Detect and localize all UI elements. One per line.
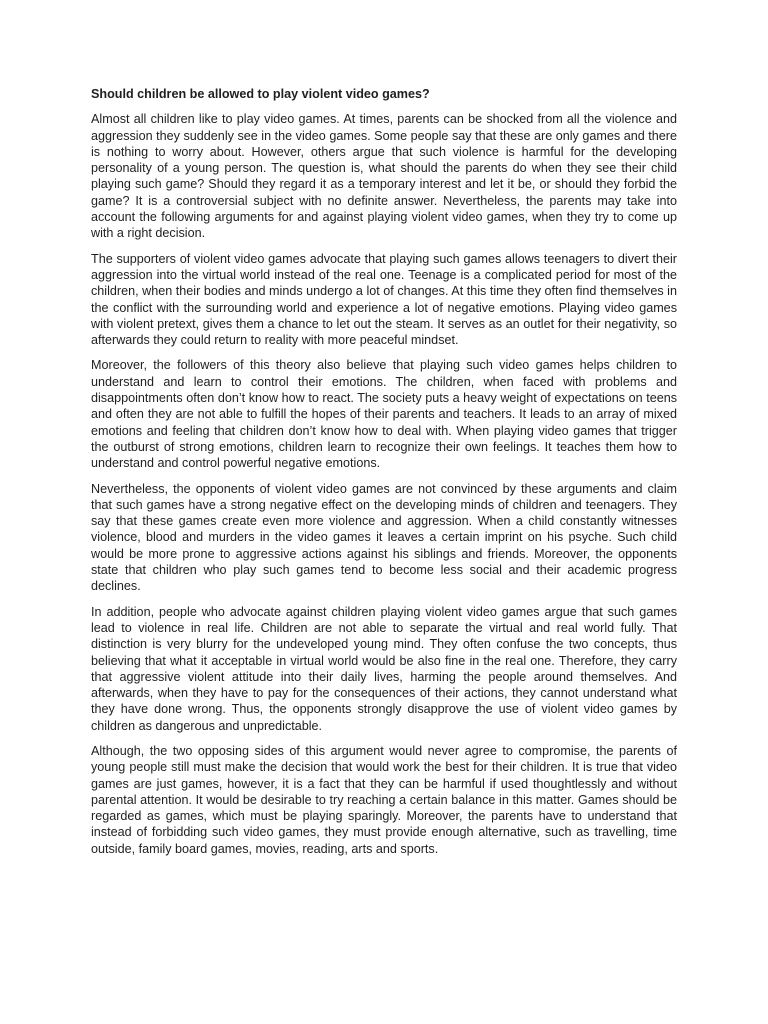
document-page [91, 86, 677, 866]
paragraph-6: Although, the two opposing sides of this argument would never agree to compromise, the parents of young people still must make the decision that would work the best for their children. It is true that video games are just games, however, it is a fact that they can be harmful if used thoughtlessly and without parental attention. It would be desirable to try reaching a certain balance in this matter. Games should be regarded as games, which must be playing sparingly. Moreover, the parents have to understand that instead of forbidding such video games, they must provide enough alternative, such as travelling, time outside, family board games, movies, reading, arts and sports. [91, 743, 677, 856]
paragraph-1: Almost all children like to play video games. At times, parents can be shocked from all the violence and aggression they suddenly see in the video games. Some people say that these are only games and there is nothing to worry about. However, others argue that such violence is harmful for the developing personality of a young person. The question is, what should the parents do when they see their child playing such game? Should they regard it as a temporary interest and let it be, or should they forbid the game? It is a controversial subject with no definite answer. Nevertheless, the parents may take into account the following arguments for and against playing violent video games, when they try to come up with a right decision. [91, 112, 677, 241]
paragraph-3: Moreover, the followers of this theory also believe that playing such video games helps children to understand and learn to control their emotions. The children, when faced with problems and disappointments often don’t know how to react. The society puts a heavy weight of expectations on teens and often they are not able to fulfill the hopes of their parents and teachers. It leads to an array of mixed emotions and feeling that children don’t know how to deal with. When playing video games that trigger the outburst of strong emotions, children learn to recognize their own feelings. It teaches them how to understand and control powerful negative emotions. [91, 358, 677, 471]
paragraph-5: In addition, people who advocate against children playing violent video games argue that such games lead to violence in real life. Children are not able to separate the virtual and real world fully. That distinction is very blurry for the undeveloped young mind. They often confuse the two concepts, thus believing that what it acceptable in virtual world would be also fine in the real one. Therefore, they carry that aggressive violent attitude into their daily lives, harming the people around themselves. And afterwards, when they have to pay for the consequences of their actions, they cannot understand what they have done wrong. Thus, the opponents strongly disapprove the use of violent video games by children as dangerous and unpredictable. [91, 604, 677, 733]
paragraph-2: The supporters of violent video games advocate that playing such games allows teenagers to divert their aggression into the virtual world instead of the real one. Teenage is a complicated period for most of the children, when their bodies and minds undergo a lot of changes. At this time they often find themselves in the conflict with the surrounding world and experience a lot of negative emotions. Playing video games with violent pretext, gives them a chance to let out the steam. It serves as an outlet for their negativity, so afterwards they could return to reality with more peaceful mindset. [91, 251, 677, 348]
paragraph-4: Nevertheless, the opponents of violent video games are not convinced by these arguments and claim that such games have a strong negative effect on the developing minds of children and teenagers. They say that these games create even more violence and aggression. When a child constantly witnesses violence, blood and murders in the video games it leaves a certain imprint on his psyche. Such child would be more prone to aggressive actions against his siblings and friends. Moreover, the opponents state that children who play such games tend to become less social and their academic progress declines. [91, 481, 677, 594]
document-title: Should children be allowed to play violent video games? [91, 87, 430, 101]
